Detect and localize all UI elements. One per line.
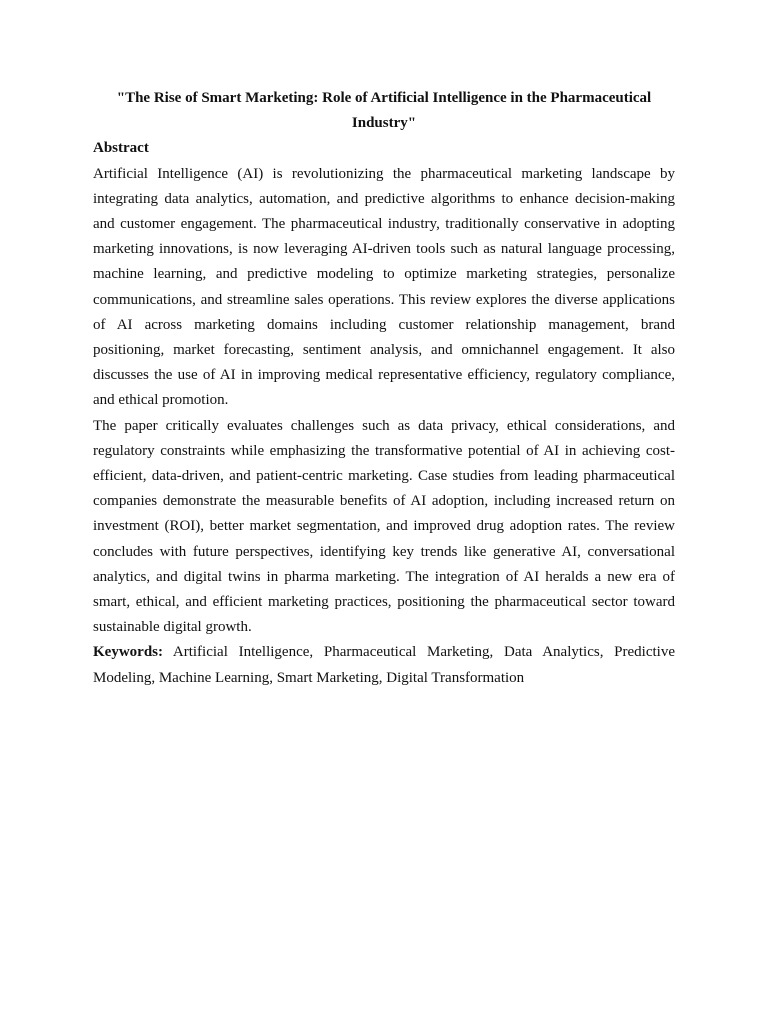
keywords-label: Keywords:: [93, 644, 163, 661]
abstract-heading: Abstract: [93, 140, 149, 157]
keywords-text: Artificial Intelligence, Pharmaceutical Marketing, Data Analytics, Predictive Modeling, Machine Learning, Smart Marketing, Digital Transformation: [93, 644, 675, 686]
keywords: [93, 640, 675, 690]
abstract-paragraph-1: Artificial Intelligence (AI) is revolutionizing the pharmaceutical marketing landscape by integrating data analytics, automation, and predictive algorithms to enhance decision-making and customer engagement. The pharmaceutical industry, traditionally conservative in adopting marketing innovations, is now leveraging AI-driven tools such as natural language processing, machine learning, and predictive modeling to optimize marketing strategies, personalize communications, and streamline sales operations. This review explores the diverse applications of AI across marketing domains including customer relationship management, brand positioning, market forecasting, sentiment analysis, and omnichannel engagement. It also discusses the use of AI in improving medical representative efficiency, regulatory compliance, and ethical promotion.: [93, 165, 675, 409]
abstract-paragraph-2: The paper critically evaluates challenges such as data privacy, ethical considerations, and regulatory constraints while emphasizing the transformative potential of AI in achieving cost-efficient, data-driven, and patient-centric marketing. Case studies from leading pharmaceutical companies demonstrate the measurable benefits of AI adoption, including increased return on investment (ROI), better market segmentation, and improved drug adoption rates. The review concludes with future perspectives, identifying key trends like generative AI, conversational analytics, and digital twins in pharma marketing. The integration of AI heralds a new era of smart, ethical, and efficient marketing practices, positioning the pharmaceutical sector toward sustainable digital growth.: [93, 417, 675, 636]
paper-page: [93, 86, 675, 691]
paper-title: "The Rise of Smart Marketing: Role of Artificial Intelligence in the Pharmaceutical Industry": [116, 90, 652, 132]
